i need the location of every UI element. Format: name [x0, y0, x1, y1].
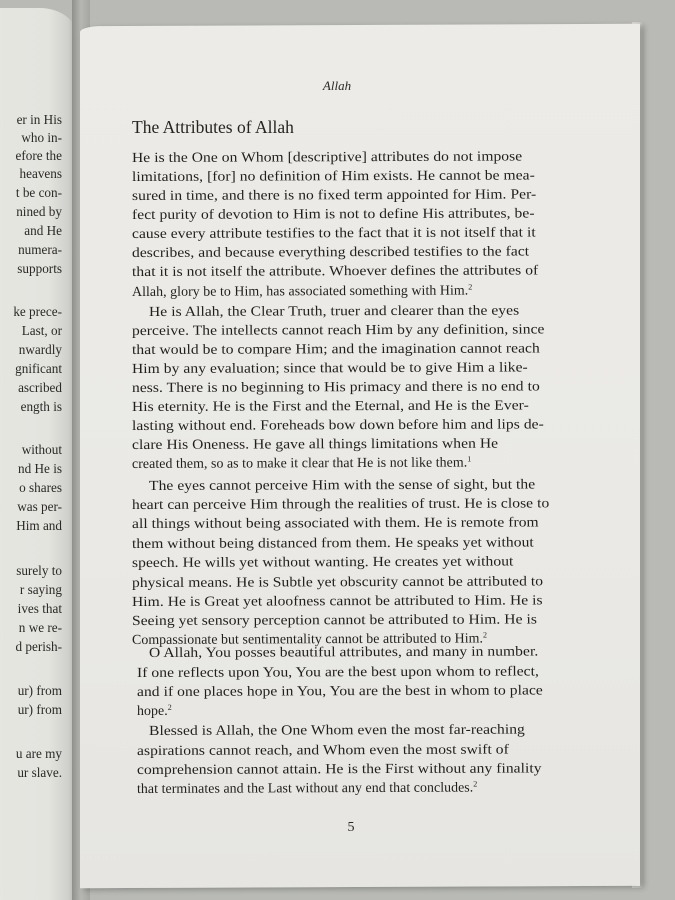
body-line: speech. He wills yet without wanting. He creates yet without	[131, 554, 514, 571]
left-page-line: nwardly	[18, 342, 62, 357]
footnote-marker: 2	[167, 702, 172, 712]
left-page-line: o shares	[19, 480, 62, 495]
body-line: perceive. The intellects cannot reach Him by any definition, since	[131, 322, 545, 339]
footnote-marker: 1	[467, 454, 472, 464]
left-page-line: heavens	[19, 166, 62, 181]
left-page-line: and He	[24, 223, 62, 238]
body-line: describes, and because everything described testifies to the fact	[131, 244, 530, 261]
body-line: O Allah, You posses beautiful attributes, and many in number.	[148, 644, 539, 661]
body-line: fect purity of devotion to Him is not to define His attributes, be-	[131, 206, 535, 223]
left-page-line: numera-	[18, 242, 62, 257]
footnote-marker: 2	[482, 630, 488, 640]
left-page-line: without	[21, 442, 62, 457]
body-line: physical means. He is Subtle yet obscurity cannot be attributed to	[131, 574, 544, 591]
body-line: them without being distanced from them. He speaks yet without	[131, 535, 534, 552]
left-page-line: ur slave.	[17, 765, 62, 780]
left-page-line: ur) from	[17, 683, 62, 698]
left-page-line: d perish-	[15, 639, 62, 654]
left-page-line: ke prece-	[13, 304, 62, 319]
body-line: hope.$^2$	[136, 702, 172, 719]
running-head: Allah	[322, 78, 352, 93]
left-page-line: surely to	[16, 563, 62, 578]
body-line: cause every attribute testifies to the fact that it is not itself that it	[131, 225, 536, 242]
body-line: all things without being associated with them. He is remote from	[131, 515, 539, 532]
left-page-line: supports	[17, 261, 62, 276]
body-line: limitations, [for] no definition of Him exists. He cannot be mea-	[131, 168, 535, 185]
body-line: Blessed is Allah, the One Whom even the most far-reaching	[148, 722, 525, 739]
left-page-line: who in-	[21, 130, 62, 145]
body-line: created them, so as to make it clear that He is not like them.$^1$	[131, 454, 472, 472]
section-title: The Attributes of Allah	[132, 117, 294, 137]
body-line: Him by any evaluation; since that would be to give Him a like-	[131, 360, 528, 377]
left-page-line: t be con-	[15, 185, 62, 200]
left-page-line: er in His	[16, 112, 62, 127]
left-page-line: Last, or	[21, 323, 62, 338]
body-line: He is the One on Whom [descriptive] attributes do not impose	[131, 149, 523, 166]
left-page-line: ascribed	[18, 380, 62, 395]
left-page-line: n we re-	[18, 620, 62, 635]
left-page-line: r saying	[19, 582, 62, 597]
body-line: clare His Oneness. He gave all things limitations when He	[131, 436, 499, 453]
body-line: comprehension cannot attain. He is the First without any finality	[136, 761, 542, 778]
body-line: sured in time, and there is no fixed term appointed for Him. Per-	[131, 187, 537, 204]
body-line: Compassionate but sentimentality cannot be attributed to Him.$^2$	[131, 630, 488, 648]
footnote-marker: 2	[468, 282, 473, 292]
left-page-line: nd He is	[18, 461, 62, 476]
left-page-line: was per-	[17, 499, 62, 514]
left-page-line: efore the	[15, 148, 62, 163]
body-line: and if one places hope in You, You are the best in whom to place	[136, 683, 543, 700]
body-line: that would be to compare Him; and the imagination cannot reach	[131, 341, 540, 358]
body-line: His eternity. He is the First and the Eternal, and He is the Ever-	[131, 398, 529, 415]
body-line: Allah, glory be to Him, has associated something with Him.$^2$	[131, 282, 473, 300]
body-line: that terminates and the Last without any end that concludes.$^2$	[136, 779, 478, 797]
body-line: ness. There is no beginning to His primacy and there is no end to	[131, 379, 540, 396]
body-line: Him. He is Great yet aloofness cannot be attributed to Him. He is	[131, 593, 543, 610]
body-line: aspirations cannot reach, and Whom even the most swift of	[136, 742, 509, 759]
footnote-marker: 2	[473, 779, 478, 789]
body-line: If one reflects upon You, You are the best upon whom to reflect,	[136, 664, 539, 681]
body-line: lasting without end. Foreheads bow down before him and lips de-	[131, 417, 544, 434]
left-page-line: ur) from	[17, 702, 62, 717]
body-line: that it is not itself the attribute. Whoever defines the attributes of	[131, 263, 539, 280]
body-line: Seeing yet sensory perception cannot be attributed to Him. He is	[131, 612, 537, 629]
left-page-line: ives that	[17, 601, 62, 616]
left-page-line: nined by	[16, 204, 62, 219]
body-line: The eyes cannot perceive Him with the sense of sight, but the	[148, 477, 536, 494]
page-number: 5	[347, 820, 355, 835]
body-line: He is Allah, the Clear Truth, truer and clearer than the eyes	[148, 303, 520, 320]
left-page-line: ength is	[20, 399, 62, 414]
body-line: heart can perceive Him through the realities of trust. He is close to	[131, 496, 550, 513]
left-page-line: u are my	[15, 746, 62, 761]
left-page-line: gnificant	[15, 361, 62, 376]
left-page-line: Him and	[16, 518, 62, 533]
